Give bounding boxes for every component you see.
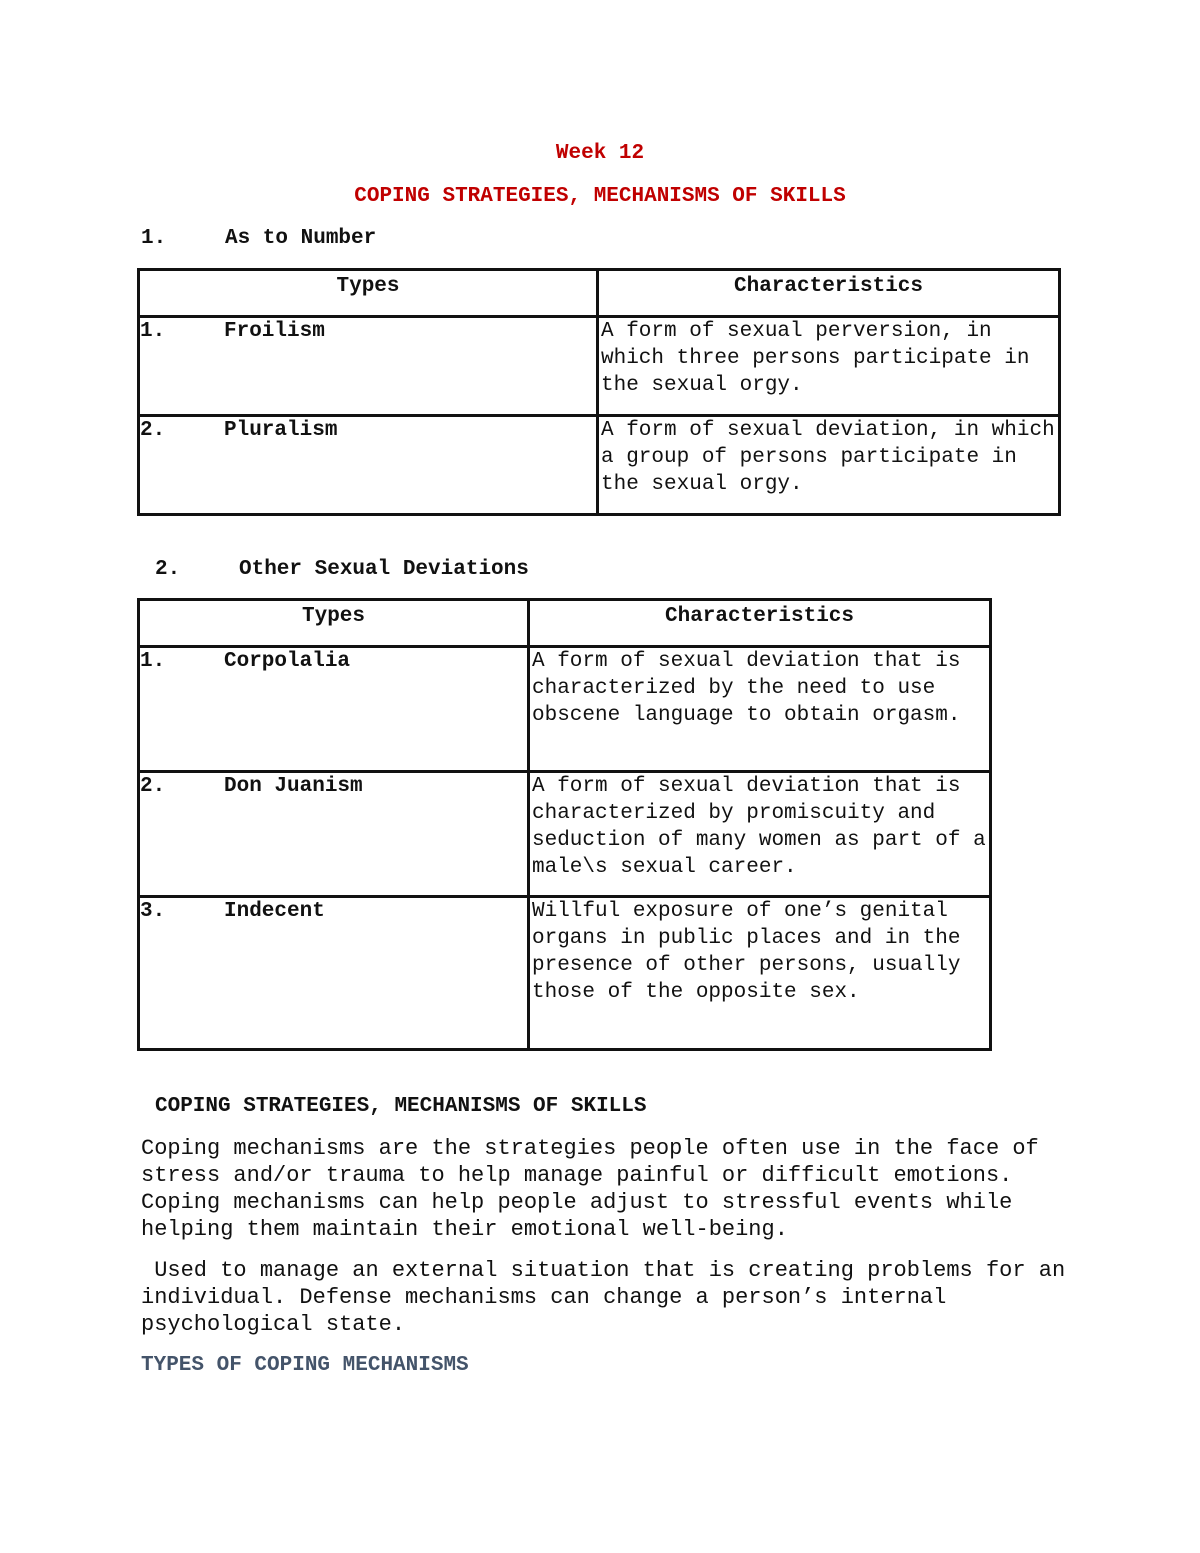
row-description: Willful exposure of one’s genital organs in public places and in the presence of other persons, usually those of the opposite sex. — [529, 897, 991, 1050]
table-as-to-number — [137, 268, 1061, 516]
row-type: Corpolalia — [224, 650, 351, 673]
row-type: Froilism — [224, 320, 325, 343]
row-number: 1. — [140, 320, 166, 343]
row-number: 2. — [140, 775, 166, 798]
row-number: 1. — [140, 650, 166, 673]
main-title: COPING STRATEGIES, MECHANISMS OF SKILLS — [354, 185, 846, 208]
row-type: Don Juanism — [224, 775, 363, 798]
row-type: Pluralism — [224, 419, 338, 442]
table-row — [139, 416, 1060, 515]
section1-number: 1. — [141, 227, 167, 250]
row-type: Indecent — [224, 900, 325, 923]
header-types: Types — [139, 600, 529, 647]
row-description: A form of sexual perversion, in which three persons participate in the sexual orgy. — [598, 317, 1060, 416]
row-description: A form of sexual deviation, in which a group of persons participate in the sexual orgy. — [598, 416, 1060, 515]
week-title: Week 12 — [555, 142, 645, 165]
header-characteristics: Characteristics — [598, 270, 1060, 317]
coping-heading: COPING STRATEGIES, MECHANISMS OF SKILLS — [155, 1095, 647, 1118]
types-heading: TYPES OF COPING MECHANISMS — [141, 1354, 469, 1377]
paragraph-coping-definition: Coping mechanisms are the strategies people often use in the face of stress and/or trauma to help manage painful or difficult emotions. Coping mechanisms can help people adjust to stressful events while helping them maintain their emotional well-being. — [141, 1136, 1039, 1242]
table-row — [139, 647, 991, 772]
table-header-row — [139, 270, 1060, 317]
row-number: 3. — [140, 900, 166, 923]
section1-heading: As to Number — [225, 227, 377, 250]
header-types: Types — [139, 270, 598, 317]
table-row — [139, 772, 991, 897]
table-header-row — [139, 600, 991, 647]
table-row — [139, 897, 991, 1050]
row-number: 2. — [140, 419, 166, 442]
row-description: A form of sexual deviation that is characterized by the need to use obscene language to obtain orgasm. — [529, 647, 991, 772]
row-description: A form of sexual deviation that is characterized by promiscuity and seduction of many women as part of a male\s sexual career. — [529, 772, 991, 897]
table-other-sexual-deviations — [137, 598, 992, 1051]
table-row — [139, 317, 1060, 416]
paragraph-external-situation: Used to manage an external situation that is creating problems for an individual. Defense mechanisms can change a person’s internal psychological state. — [141, 1258, 1079, 1337]
section2-heading: Other Sexual Deviations — [239, 558, 529, 581]
header-characteristics: Characteristics — [529, 600, 991, 647]
section2-number: 2. — [155, 558, 181, 581]
